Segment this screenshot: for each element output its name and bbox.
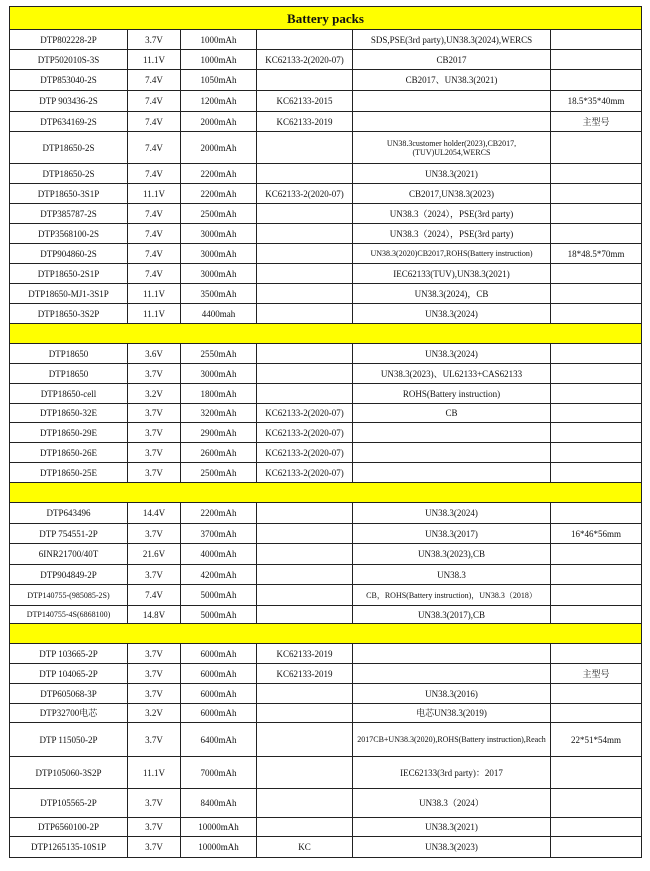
model-cell: DTP 115050-2P (10, 723, 128, 757)
cert-cell: UN38.3customer holder(2023),CB2017,(TUV)UL2054,WERCS (353, 132, 551, 164)
cert-cell: UN38.3（2024），PSE(3rd party) (353, 224, 551, 244)
cert-cell: UN38.3(2017),CB (353, 606, 551, 624)
capacity-cell: 1800mAh (181, 384, 257, 404)
kc-cell: KC62133-2(2020-07) (257, 184, 353, 204)
kc-cell (257, 789, 353, 818)
voltage-cell: 3.7V (128, 644, 181, 664)
extra-cell: 16*46*56mm (551, 524, 642, 544)
model-cell: DTP802228-2P (10, 30, 128, 50)
model-cell: DTP 103665-2P (10, 644, 128, 664)
cert-cell: UN38.3(2016) (353, 684, 551, 704)
model-cell: DTP634169-2S (10, 112, 128, 132)
capacity-cell: 3700mAh (181, 524, 257, 544)
cert-cell: UN38.3（2024），PSE(3rd party) (353, 204, 551, 224)
model-cell: DTP140755-4S(6868100) (10, 606, 128, 624)
separator-cell (10, 324, 642, 344)
cert-cell: UN38.3(2017) (353, 524, 551, 544)
kc-cell: KC62133-2019 (257, 644, 353, 664)
model-cell: DTP643496 (10, 503, 128, 524)
table-row (10, 544, 642, 565)
model-cell: DTP18650-32E (10, 404, 128, 423)
extra-cell (551, 818, 642, 837)
table-row (10, 423, 642, 443)
extra-cell (551, 503, 642, 524)
voltage-cell: 3.7V (128, 565, 181, 585)
capacity-cell: 4200mAh (181, 565, 257, 585)
model-cell: DTP605068-3P (10, 684, 128, 704)
voltage-cell: 3.7V (128, 463, 181, 483)
voltage-cell: 11.1V (128, 757, 181, 789)
extra-cell (551, 344, 642, 364)
extra-cell (551, 132, 642, 164)
cert-cell: UN38.3(2024) (353, 503, 551, 524)
voltage-cell: 11.1V (128, 50, 181, 70)
capacity-cell: 2600mAh (181, 443, 257, 463)
kc-cell (257, 132, 353, 164)
kc-cell (257, 30, 353, 50)
voltage-cell: 7.4V (128, 204, 181, 224)
model-cell: DTP18650-3S2P (10, 304, 128, 324)
cert-cell: CB (353, 404, 551, 423)
cert-cell (353, 644, 551, 664)
extra-cell (551, 757, 642, 789)
extra-cell (551, 544, 642, 565)
kc-cell: KC62133-2(2020-07) (257, 50, 353, 70)
cert-cell: UN38.3(2023) (353, 837, 551, 858)
capacity-cell: 3000mAh (181, 244, 257, 264)
model-cell: DTP105060-3S2P (10, 757, 128, 789)
table-row (10, 264, 642, 284)
cert-cell: UN38.3(2024)，CB (353, 284, 551, 304)
separator-cell (10, 624, 642, 644)
voltage-cell: 11.1V (128, 304, 181, 324)
voltage-cell: 3.7V (128, 443, 181, 463)
extra-cell (551, 364, 642, 384)
table-row (10, 204, 642, 224)
table-row (10, 91, 642, 112)
capacity-cell: 5000mAh (181, 606, 257, 624)
kc-cell (257, 503, 353, 524)
kc-cell (257, 704, 353, 723)
extra-cell (551, 50, 642, 70)
capacity-cell: 7000mAh (181, 757, 257, 789)
table-row (10, 664, 642, 684)
kc-cell: KC62133-2(2020-07) (257, 423, 353, 443)
extra-cell (551, 606, 642, 624)
table-row (10, 70, 642, 91)
model-cell: DTP18650-cell (10, 384, 128, 404)
capacity-cell: 6000mAh (181, 664, 257, 684)
capacity-cell: 2200mAh (181, 503, 257, 524)
kc-cell (257, 818, 353, 837)
cert-cell (353, 112, 551, 132)
extra-cell (551, 585, 642, 606)
voltage-cell: 3.6V (128, 344, 181, 364)
kc-cell (257, 606, 353, 624)
voltage-cell: 3.7V (128, 404, 181, 423)
voltage-cell: 3.7V (128, 423, 181, 443)
table-row (10, 404, 642, 423)
cert-cell: UN38.3(2021) (353, 164, 551, 184)
capacity-cell: 4400mah (181, 304, 257, 324)
table-row (10, 50, 642, 70)
cert-cell: SDS,PSE(3rd party),UN38.3(2024),WERCS (353, 30, 551, 50)
voltage-cell: 3.7V (128, 30, 181, 50)
kc-cell (257, 384, 353, 404)
capacity-cell: 3500mAh (181, 284, 257, 304)
table-title: Battery packs (10, 7, 642, 30)
voltage-cell: 3.7V (128, 364, 181, 384)
capacity-cell: 3000mAh (181, 364, 257, 384)
extra-cell: 18*48.5*70mm (551, 244, 642, 264)
extra-cell (551, 837, 642, 858)
model-cell: DTP105565-2P (10, 789, 128, 818)
model-cell: DTP18650-3S1P (10, 184, 128, 204)
model-cell: DTP18650-29E (10, 423, 128, 443)
capacity-cell: 2200mAh (181, 164, 257, 184)
kc-cell: KC62133-2019 (257, 664, 353, 684)
model-cell: DTP904849-2P (10, 565, 128, 585)
voltage-cell: 21.6V (128, 544, 181, 565)
model-cell: DTP32700电芯 (10, 704, 128, 723)
group-separator (10, 624, 642, 644)
kc-cell (257, 284, 353, 304)
voltage-cell: 7.4V (128, 112, 181, 132)
model-cell: 6INR21700/40T (10, 544, 128, 565)
table-row (10, 837, 642, 858)
capacity-cell: 5000mAh (181, 585, 257, 606)
kc-cell (257, 244, 353, 264)
cert-cell (353, 664, 551, 684)
cert-cell: UN38.3(2023),CB (353, 544, 551, 565)
voltage-cell: 3.7V (128, 818, 181, 837)
voltage-cell: 3.7V (128, 789, 181, 818)
extra-cell (551, 704, 642, 723)
model-cell: DTP 104065-2P (10, 664, 128, 684)
extra-cell (551, 284, 642, 304)
cert-cell (353, 423, 551, 443)
capacity-cell: 1050mAh (181, 70, 257, 91)
extra-cell: 主型号 (551, 112, 642, 132)
capacity-cell: 4000mAh (181, 544, 257, 565)
voltage-cell: 3.7V (128, 837, 181, 858)
table-row (10, 757, 642, 789)
model-cell: DTP904860-2S (10, 244, 128, 264)
extra-cell (551, 423, 642, 443)
model-cell: DTP18650-2S1P (10, 264, 128, 284)
model-cell: DTP502010S-3S (10, 50, 128, 70)
table-row (10, 244, 642, 264)
voltage-cell: 11.1V (128, 284, 181, 304)
model-cell: DTP18650 (10, 344, 128, 364)
voltage-cell: 7.4V (128, 132, 181, 164)
capacity-cell: 2200mAh (181, 184, 257, 204)
capacity-cell: 6000mAh (181, 704, 257, 723)
cert-cell: UN38.3(2024) (353, 344, 551, 364)
cert-cell: IEC62133(TUV),UN38.3(2021) (353, 264, 551, 284)
cert-cell: CB，ROHS(Battery instruction)，UN38.3（2018） (353, 585, 551, 606)
voltage-cell: 14.8V (128, 606, 181, 624)
capacity-cell: 2550mAh (181, 344, 257, 364)
table-row (10, 164, 642, 184)
extra-cell: 22*51*54mm (551, 723, 642, 757)
kc-cell: KC62133-2(2020-07) (257, 404, 353, 423)
extra-cell (551, 164, 642, 184)
kc-cell: KC62133-2(2020-07) (257, 463, 353, 483)
voltage-cell: 7.4V (128, 70, 181, 91)
table-row (10, 789, 642, 818)
table-row (10, 704, 642, 723)
extra-cell (551, 404, 642, 423)
capacity-cell: 1000mAh (181, 50, 257, 70)
extra-cell (551, 184, 642, 204)
kc-cell (257, 364, 353, 384)
extra-cell (551, 443, 642, 463)
voltage-cell: 3.7V (128, 664, 181, 684)
voltage-cell: 7.4V (128, 91, 181, 112)
table-row (10, 463, 642, 483)
voltage-cell: 3.2V (128, 384, 181, 404)
model-cell: DTP18650-26E (10, 443, 128, 463)
capacity-cell: 8400mAh (181, 789, 257, 818)
cert-cell (353, 443, 551, 463)
table-row (10, 384, 642, 404)
table-row (10, 184, 642, 204)
extra-cell (551, 264, 642, 284)
kc-cell (257, 544, 353, 565)
table-row (10, 112, 642, 132)
table-row (10, 565, 642, 585)
cert-cell: CB2017,UN38.3(2023) (353, 184, 551, 204)
model-cell: DTP3568100-2S (10, 224, 128, 244)
table-row (10, 723, 642, 757)
capacity-cell: 1200mAh (181, 91, 257, 112)
voltage-cell: 3.7V (128, 723, 181, 757)
table-title-row (10, 7, 642, 30)
cert-cell: UN38.3(2020)CB2017,ROHS(Battery instruction) (353, 244, 551, 264)
extra-cell (551, 304, 642, 324)
table-row (10, 344, 642, 364)
kc-cell (257, 585, 353, 606)
cert-cell (353, 91, 551, 112)
model-cell: DTP18650-2S (10, 164, 128, 184)
kc-cell (257, 224, 353, 244)
extra-cell: 主型号 (551, 664, 642, 684)
table-row (10, 132, 642, 164)
capacity-cell: 2000mAh (181, 112, 257, 132)
table-row (10, 585, 642, 606)
group-separator (10, 483, 642, 503)
capacity-cell: 10000mAh (181, 818, 257, 837)
extra-cell (551, 644, 642, 664)
capacity-cell: 10000mAh (181, 837, 257, 858)
capacity-cell: 3000mAh (181, 264, 257, 284)
table-row (10, 684, 642, 704)
cert-cell: ROHS(Battery instruction) (353, 384, 551, 404)
voltage-cell: 7.4V (128, 585, 181, 606)
group-separator (10, 324, 642, 344)
voltage-cell: 7.4V (128, 244, 181, 264)
table-row (10, 304, 642, 324)
capacity-cell: 1000mAh (181, 30, 257, 50)
kc-cell (257, 757, 353, 789)
extra-cell (551, 565, 642, 585)
kc-cell: KC62133-2019 (257, 112, 353, 132)
kc-cell: KC (257, 837, 353, 858)
voltage-cell: 3.7V (128, 684, 181, 704)
cert-cell: UN38.3 (353, 565, 551, 585)
extra-cell (551, 789, 642, 818)
kc-cell (257, 70, 353, 91)
capacity-cell: 3000mAh (181, 224, 257, 244)
cert-cell: CB2017 (353, 50, 551, 70)
voltage-cell: 7.4V (128, 224, 181, 244)
model-cell: DTP18650-2S (10, 132, 128, 164)
model-cell: DTP18650-25E (10, 463, 128, 483)
kc-cell (257, 164, 353, 184)
cert-cell: IEC62133(3rd party)：2017 (353, 757, 551, 789)
capacity-cell: 6000mAh (181, 684, 257, 704)
capacity-cell: 6000mAh (181, 644, 257, 664)
table-row (10, 30, 642, 50)
extra-cell (551, 463, 642, 483)
voltage-cell: 7.4V (128, 264, 181, 284)
extra-cell (551, 684, 642, 704)
voltage-cell: 11.1V (128, 184, 181, 204)
table-row (10, 818, 642, 837)
extra-cell (551, 224, 642, 244)
cert-cell (353, 463, 551, 483)
kc-cell (257, 565, 353, 585)
model-cell: DTP18650 (10, 364, 128, 384)
kc-cell (257, 204, 353, 224)
extra-cell (551, 70, 642, 91)
separator-cell (10, 483, 642, 503)
voltage-cell: 3.7V (128, 524, 181, 544)
extra-cell (551, 30, 642, 50)
capacity-cell: 2900mAh (181, 423, 257, 443)
voltage-cell: 14.4V (128, 503, 181, 524)
cert-cell: 电芯UN38.3(2019) (353, 704, 551, 723)
table-row (10, 364, 642, 384)
model-cell: DTP 754551-2P (10, 524, 128, 544)
extra-cell: 18.5*35*40mm (551, 91, 642, 112)
model-cell: DTP6560100-2P (10, 818, 128, 837)
capacity-cell: 2000mAh (181, 132, 257, 164)
kc-cell: KC62133-2(2020-07) (257, 443, 353, 463)
kc-cell (257, 524, 353, 544)
model-cell: DTP 903436-2S (10, 91, 128, 112)
model-cell: DTP18650-MJ1-3S1P (10, 284, 128, 304)
battery-packs-table (9, 6, 642, 858)
model-cell: DTP853040-2S (10, 70, 128, 91)
table-row (10, 644, 642, 664)
capacity-cell: 2500mAh (181, 204, 257, 224)
cert-cell: UN38.3(2024) (353, 304, 551, 324)
cert-cell: CB2017、UN38.3(2021) (353, 70, 551, 91)
kc-cell (257, 684, 353, 704)
kc-cell: KC62133-2015 (257, 91, 353, 112)
extra-cell (551, 204, 642, 224)
kc-cell (257, 264, 353, 284)
voltage-cell: 7.4V (128, 164, 181, 184)
kc-cell (257, 304, 353, 324)
model-cell: DTP385787-2S (10, 204, 128, 224)
table-row (10, 503, 642, 524)
capacity-cell: 6400mAh (181, 723, 257, 757)
model-cell: DTP140755-(985085-2S) (10, 585, 128, 606)
capacity-cell: 3200mAh (181, 404, 257, 423)
model-cell: DTP1265135-10S1P (10, 837, 128, 858)
cert-cell: UN38.3（2024） (353, 789, 551, 818)
table-row (10, 224, 642, 244)
table-row (10, 524, 642, 544)
table-row (10, 606, 642, 624)
cert-cell: UN38.3(2021) (353, 818, 551, 837)
cert-cell: UN38.3(2023)、UL62133+CAS62133 (353, 364, 551, 384)
table-row (10, 284, 642, 304)
extra-cell (551, 384, 642, 404)
capacity-cell: 2500mAh (181, 463, 257, 483)
cert-cell: 2017CB+UN38.3(2020),ROHS(Battery instruction),Reach (353, 723, 551, 757)
kc-cell (257, 344, 353, 364)
table-row (10, 443, 642, 463)
voltage-cell: 3.2V (128, 704, 181, 723)
kc-cell (257, 723, 353, 757)
